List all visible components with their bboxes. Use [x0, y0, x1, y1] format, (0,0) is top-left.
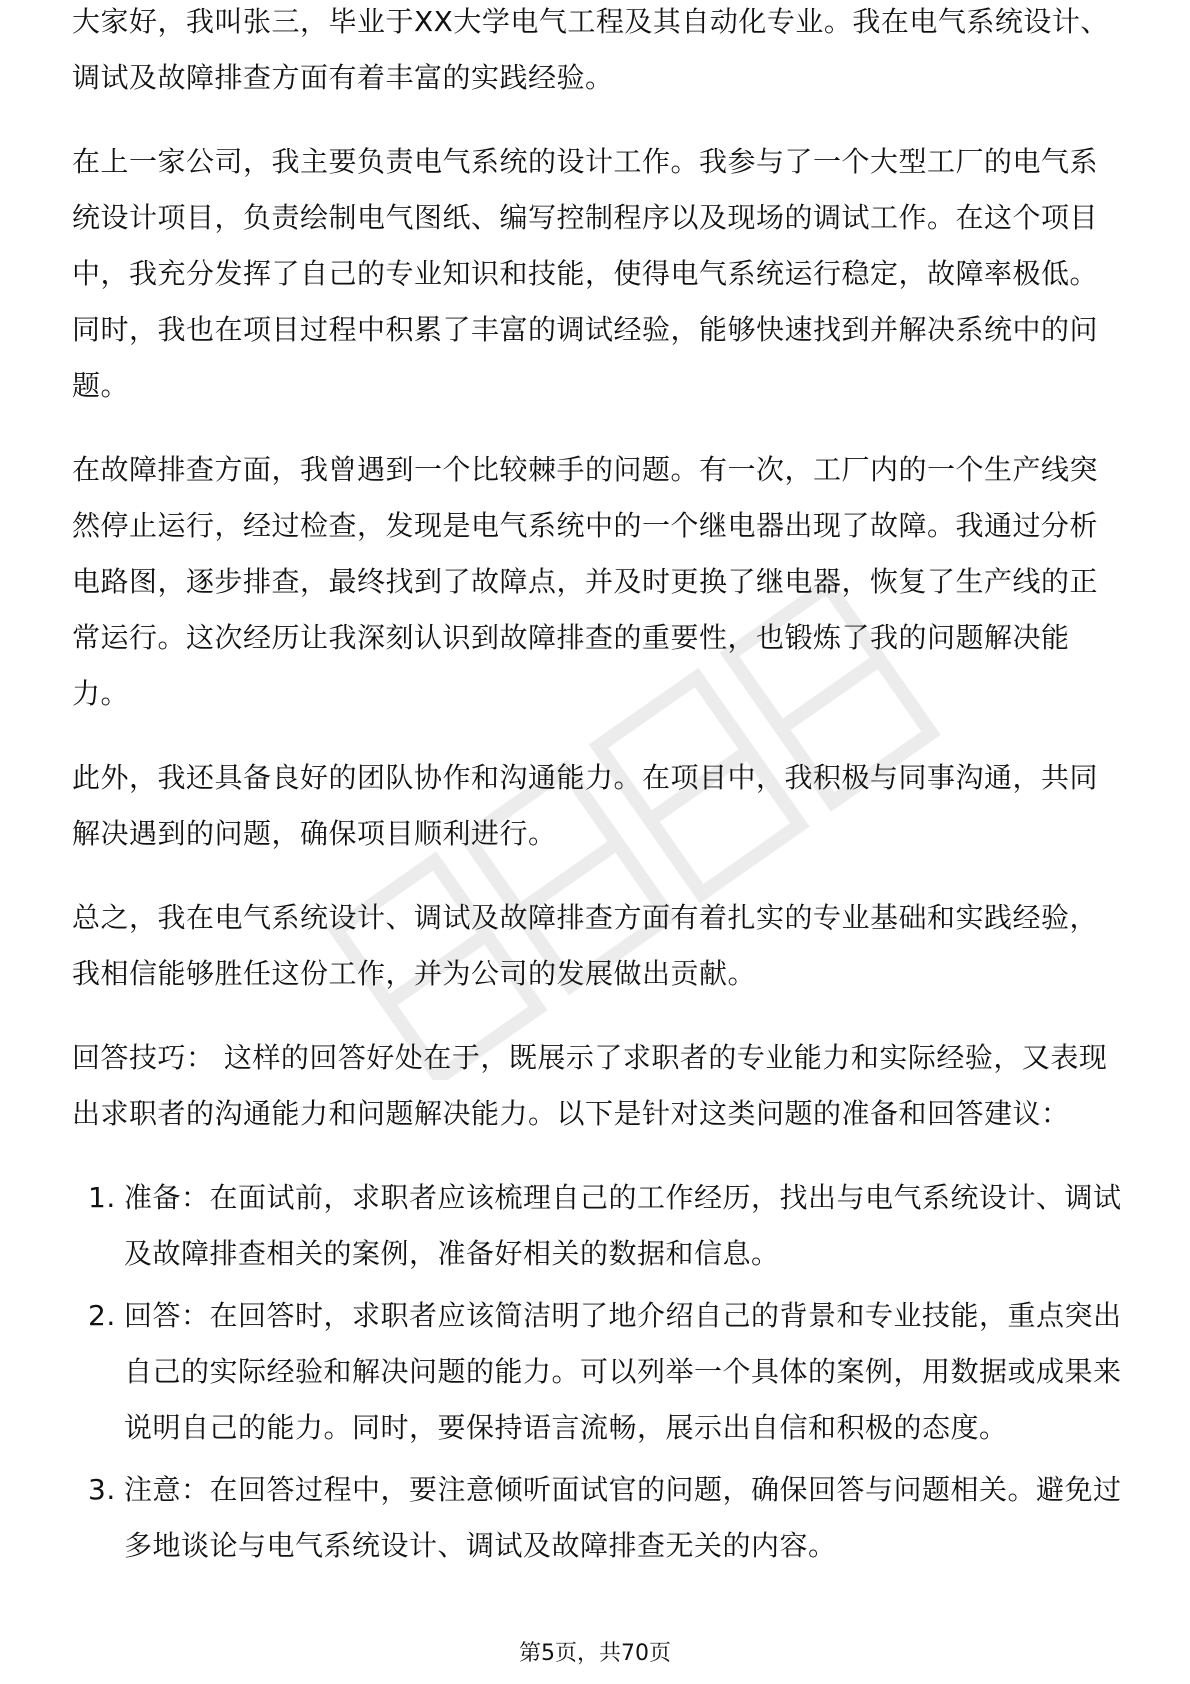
page-footer: 第5页，共70页: [519, 1641, 671, 1666]
tips-list: [72, 1170, 1122, 1574]
list-item: [72, 1288, 1122, 1456]
list-item-text: 准备：在面试前，求职者应该梳理自己的工作经历，找出与电气系统设计、调试及故障排查相关的案例，准备好相关的数据和信息。: [124, 1181, 1122, 1270]
document-body: [72, 5, 1122, 1580]
list-item-number: 3.: [88, 1473, 116, 1506]
list-item-number: 1.: [88, 1181, 116, 1214]
intro-paragraph: 大家好，我叫张三，毕业于XX大学电气工程及其自动化专业。我在电气系统设计、调试及故障排查方面有着丰富的实践经验。: [72, 5, 1109, 94]
list-item: [72, 1170, 1122, 1282]
summary-paragraph: 总之，我在电气系统设计、调试及故障排查方面有着扎实的专业基础和实践经验，我相信能够胜任这份工作，并为公司的发展做出贡献。: [72, 901, 1099, 990]
list-item-text: 注意：在回答过程中，要注意倾听面试官的问题，确保回答与问题相关。避免过多地谈论与电气系统设计、调试及故障排查无关的内容。: [124, 1473, 1122, 1562]
list-item: [72, 1462, 1122, 1574]
answer-tips-paragraph: 回答技巧： 这样的回答好处在于，既展示了求职者的专业能力和实际经验，又表现出求职者的沟通能力和问题解决能力。以下是针对这类问题的准备和回答建议：: [72, 1041, 1108, 1130]
previous-job-paragraph: 在上一家公司，我主要负责电气系统的设计工作。我参与了一个大型工厂的电气系统设计项目，负责绘制电气图纸、编写控制程序以及现场的调试工作。在这个项目中，我充分发挥了自己的专业知识和技能，使得电气系统运行稳定，故障率极低。同时，我也在项目过程中积累了丰富的调试经验，能够快速找到并解决系统中的问题。: [72, 145, 1099, 402]
troubleshooting-paragraph: 在故障排查方面，我曾遇到一个比较棘手的问题。有一次，工厂内的一个生产线突然停止运行，经过检查，发现是电气系统中的一个继电器出现了故障。我通过分析电路图，逐步排查，最终找到了故障点，并及时更换了继电器，恢复了生产线的正常运行。这次经历让我深刻认识到故障排查的重要性，也锻炼了我的问题解决能力。: [72, 453, 1099, 710]
teamwork-paragraph: 此外，我还具备良好的团队协作和沟通能力。在项目中，我积极与同事沟通，共同解决遇到的问题，确保项目顺利进行。: [72, 761, 1099, 850]
list-item-number: 2.: [88, 1299, 116, 1332]
list-item-text: 回答：在回答时，求职者应该简洁明了地介绍自己的背景和专业技能，重点突出自己的实际经验和解决问题的能力。可以列举一个具体的案例，用数据或成果来说明自己的能力。同时，要保持语言流畅，展示出自信和积极的态度。: [124, 1299, 1122, 1444]
